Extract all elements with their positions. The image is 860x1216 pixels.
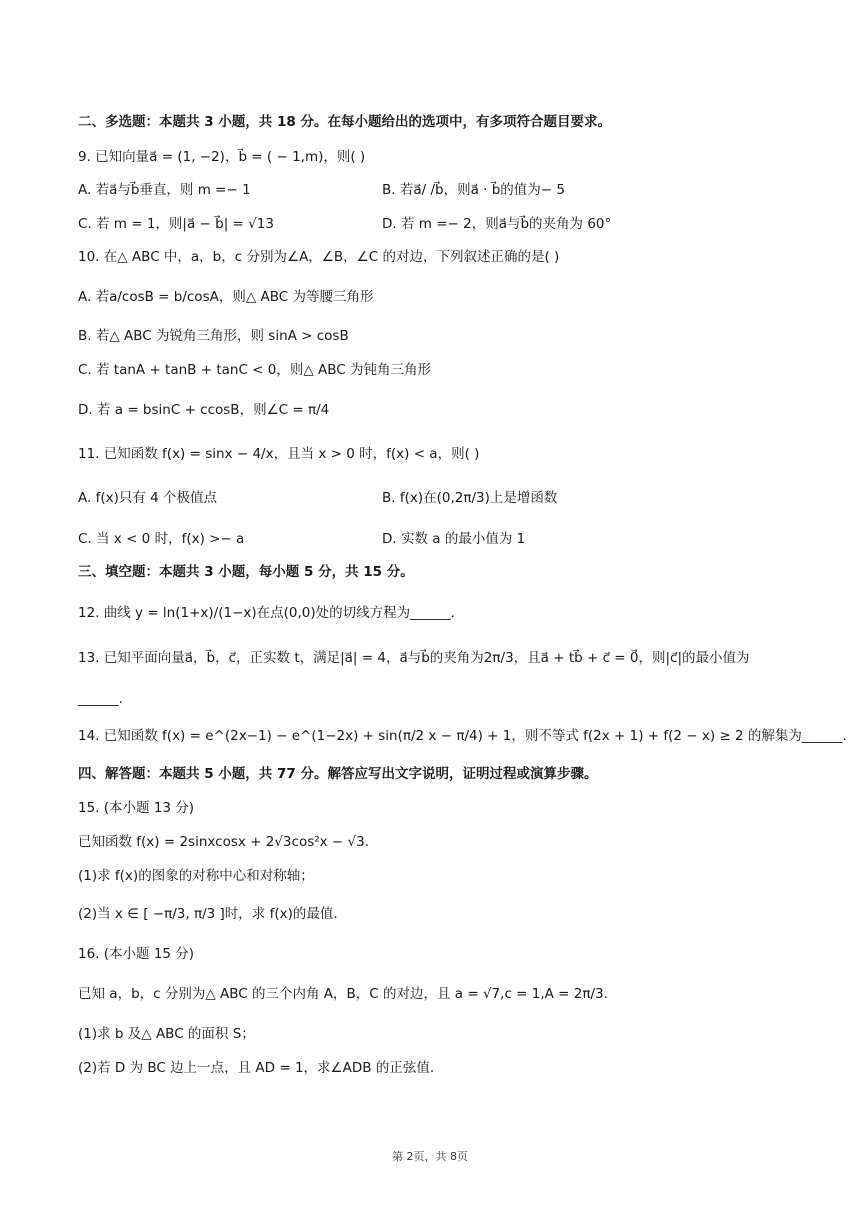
q13-line2: ______. [78,691,123,707]
q16-part2: (2)若 D 为 BC 边上一点，且 AD = 1，求∠ADB 的正弦值. [78,1060,435,1076]
q16-part1: (1)求 b 及△ ABC 的面积 S； [78,1026,255,1042]
q10-option-d: D. 若 a = bsinC + ccosB，则∠C = π/4 [78,402,330,418]
section-multi-choice-header: 二、多选题：本题共 3 小题，共 18 分。在每小题给出的选项中，有多项符合题目要求。 [78,114,611,130]
q15-part1: (1)求 f(x)的图象的对称中心和对称轴； [78,868,314,884]
q16-given: 已知 a，b，c 分别为△ ABC 的三个内角 A，B，C 的对边，且 a = √7,c = 1,A = 2π/3. [78,986,608,1002]
q15-part2: (2)当 x ∈ [ −π/3, π/3 ]时，求 f(x)的最值. [78,906,338,922]
q10-option-b: B. 若△ ABC 为锐角三角形，则 sinA > cosB [78,328,349,344]
q11-stem: 11. 已知函数 f(x) = sinx − 4/x，且当 x > 0 时，f(x) < a，则( ) [78,446,480,462]
section-solve-header: 四、解答题：本题共 5 小题，共 77 分。解答应写出文字说明，证明过程或演算步骤。 [78,766,598,782]
q11-option-d: D. 实数 a 的最小值为 1 [382,531,526,547]
q15-given: 已知函数 f(x) = 2sinxcosx + 2√3cos²x − √3. [78,834,370,850]
page-footer: 第 2页，共 8页 [392,1150,468,1163]
q9-stem: 9. 已知向量a⃗ = (1, −2)，b⃗ = ( − 1,m)，则( ) [78,149,366,165]
q11-option-a: A. f(x)只有 4 个极值点 [78,490,218,506]
q9-option-c: C. 若 m = 1，则|a⃗ − b⃗| = √13 [78,216,274,232]
q10-option-c: C. 若 tanA + tanB + tanC < 0，则△ ABC 为钝角三角形 [78,362,432,378]
q12: 12. 曲线 y = ln(1+x)/(1−x)在点(0,0)处的切线方程为______. [78,605,455,621]
q15-title: 15. (本小题 13 分) [78,800,195,816]
q10-option-a: A. 若a/cosB = b/cosA，则△ ABC 为等腰三角形 [78,289,374,305]
q9-option-a: A. 若a⃗与b⃗垂直，则 m =− 1 [78,182,251,198]
q10-stem: 10. 在△ ABC 中，a，b，c 分别为∠A，∠B，∠C 的对边，下列叙述正确的是( ) [78,249,560,265]
q16-title: 16. (本小题 15 分) [78,946,195,962]
section-fill-blank-header: 三、填空题：本题共 3 小题，每小题 5 分，共 15 分。 [78,564,414,580]
q9-option-d: D. 若 m =− 2，则a⃗与b⃗的夹角为 60° [382,216,612,232]
q11-option-b: B. f(x)在(0,2π/3)上是增函数 [382,490,558,506]
q11-option-c: C. 当 x < 0 时，f(x) >− a [78,531,245,547]
q9-option-b: B. 若a⃗/ /b⃗，则a⃗ · b⃗的值为− 5 [382,182,565,198]
q13-line1: 13. 已知平面向量a⃗，b⃗，c⃗，正实数 t，满足|a⃗| = 4，a⃗与b⃗的夹角为2π/3，且a⃗ + tb⃗ + c⃗ = 0⃗，则|c⃗|的最小值为 [78,650,750,666]
q14: 14. 已知函数 f(x) = e^(2x−1) − e^(1−2x) + sin(π/2 x − π/4) + 1，则不等式 f(2x + 1) + f(2 − x) ≥ 2 的解集为______. [78,728,847,744]
